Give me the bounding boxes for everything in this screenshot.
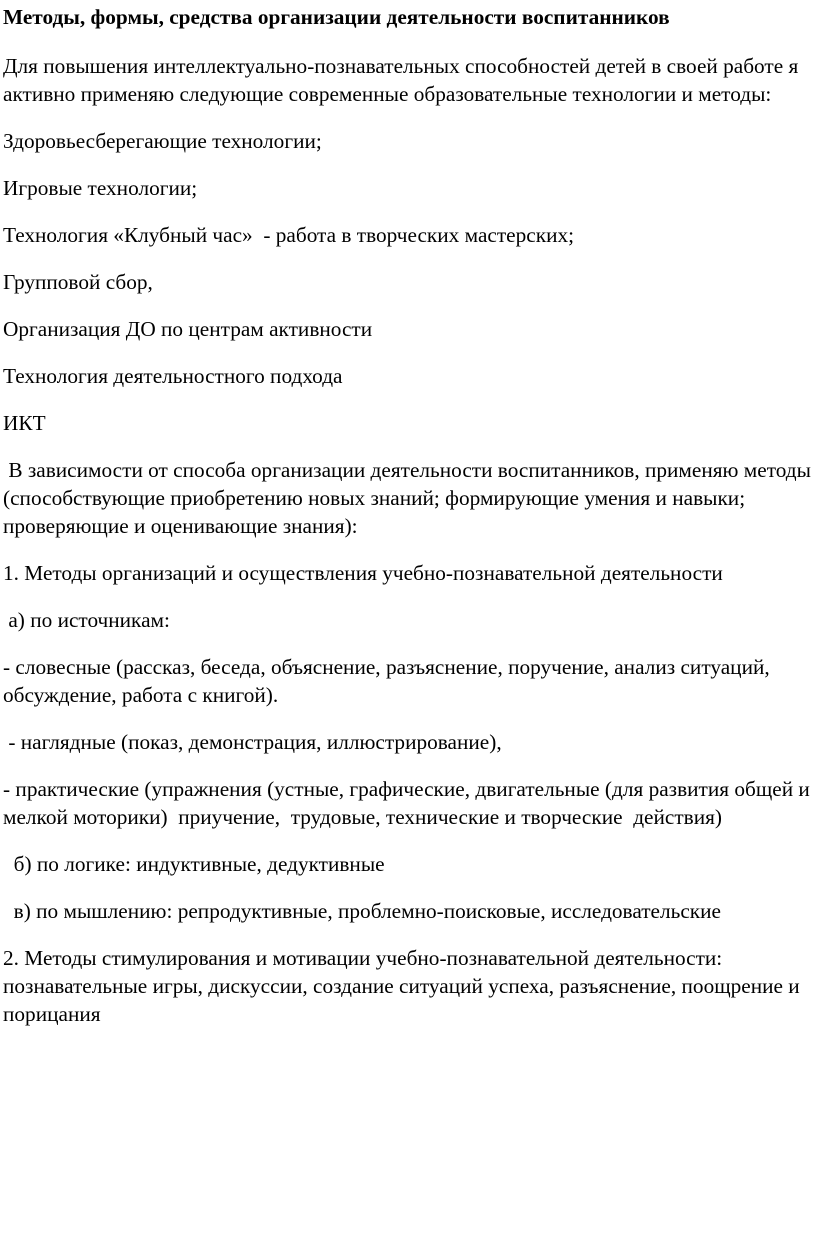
technology-item-club-hour: Технология «Клубный час» - работа в творческих мастерских; — [3, 223, 575, 247]
technology-item-activity-centers: Организация ДО по центрам активности — [3, 317, 373, 341]
methods-verbal-item: - словесные (рассказ, беседа, объяснение, разъяснение, поручение, анализ ситуаций, обсуждение, работа с книгой). — [3, 655, 776, 707]
technology-item-activity-approach: Технология деятельностного подхода — [3, 364, 343, 388]
methods-practical-item: - практические (упражнения (устные, графические, двигательные (для развития общей и мелкой моторики) приучение, трудовые, технические и творческие действия) — [3, 777, 816, 829]
technology-item-games: Игровые технологии; — [3, 176, 198, 200]
technology-item-health: Здоровьесберегающие технологии; — [3, 129, 322, 153]
intro-paragraph: Для повышения интеллектуально-познавательных способностей детей в своей работе я активно применяю следующие современные образовательные технологии и методы: — [3, 54, 804, 106]
methods-subsection-b: б) по логике: индуктивные, дедуктивные — [3, 852, 385, 876]
technology-item-ict: ИКТ — [3, 411, 46, 435]
methods-subsection-a: а) по источникам: — [3, 608, 170, 632]
methods-subsection-c: в) по мышлению: репродуктивные, проблемно-поисковые, исследовательские — [3, 899, 721, 923]
document-title: Методы, формы, средства организации деятельности воспитанников — [3, 5, 670, 29]
methods-section-2-paragraph: 2. Методы стимулирования и мотивации учебно-познавательной деятельности: познавательные игры, дискуссии, создание ситуаций успеха, разъяснение, поощрение и порицания — [3, 946, 806, 1026]
methods-visual-item: - наглядные (показ, демонстрация, иллюстрирование), — [3, 730, 502, 754]
technology-item-group-meeting: Групповой сбор, — [3, 270, 153, 294]
methods-intro-paragraph: В зависимости от способа организации деятельности воспитанников, применяю методы (способствующие приобретению новых знаний; формирующие умения и навыки; проверяющие и оценивающие знания): — [3, 458, 816, 538]
methods-section-1-heading: 1. Методы организаций и осуществления учебно-познавательной деятельности — [3, 561, 723, 585]
